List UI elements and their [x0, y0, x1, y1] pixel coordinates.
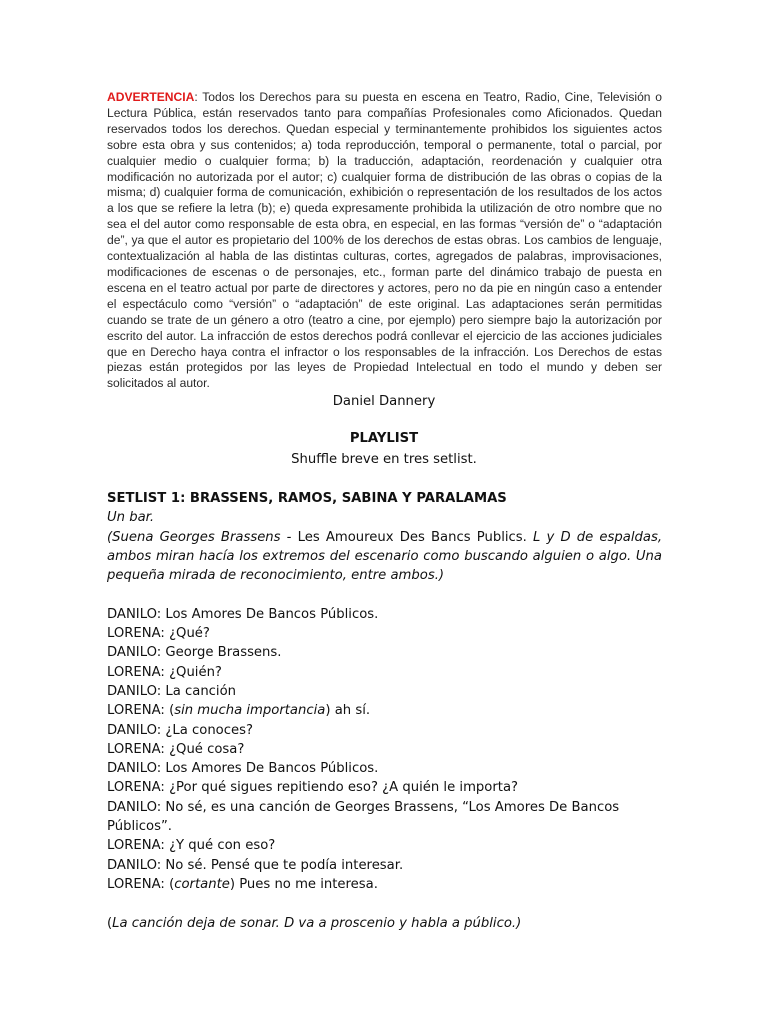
- speaker-name: DANILO:: [107, 606, 162, 622]
- dialogue-line: [107, 643, 662, 662]
- line-text: No sé. Pensé que te podía interesar.: [165, 857, 404, 873]
- playlist-subtitle: Shuffle breve en tres setlist.: [291, 452, 477, 467]
- speaker-name: DANILO:: [107, 645, 162, 661]
- dialogue-line: [107, 759, 662, 778]
- speaker-name: LORENA:: [107, 703, 165, 719]
- dialogue-line: [107, 701, 662, 720]
- dialogue-line: [107, 856, 662, 875]
- stage-direction: [107, 528, 662, 586]
- spacer: [107, 585, 662, 604]
- speaker-name: DANILO:: [107, 761, 162, 777]
- dialogue-line: [107, 605, 662, 624]
- song-title: Les Amoureux Des Bancs Publics.: [297, 529, 527, 545]
- speaker-name: DANILO:: [107, 722, 162, 738]
- script-scene: [107, 489, 662, 933]
- closing-open: (: [107, 915, 113, 931]
- stage-direction-open: (Suena Georges Brassens -: [107, 529, 298, 545]
- line-text: ¿La conoces?: [165, 722, 253, 738]
- line-text: ¿Qué?: [169, 626, 210, 642]
- dialogue-block: [107, 605, 662, 894]
- direction-open: (: [169, 703, 175, 719]
- dialogue-line: [107, 875, 662, 894]
- copyright-warning: [107, 90, 662, 392]
- warning-label: ADVERTENCIA: [107, 90, 195, 104]
- dialogue-line: [107, 663, 662, 682]
- line-text: ¿Quién?: [169, 664, 222, 680]
- dialogue-line: [107, 740, 662, 759]
- closing-text: La canción deja de sonar. D va a proscenio y habla a público.): [112, 915, 522, 931]
- speaker-name: DANILO:: [107, 799, 162, 815]
- warning-text: Todos los Derechos para su puesta en escena en Teatro, Radio, Cine, Televisión o Lectura Pública, están reservados tanto para compañías Profesionales como Aficionados. Quedan reservados todos los derechos. Quedan especial y terminantemente prohibidos los siguientes actos sobre esta obra y sus contenidos; a) toda reproducción, temporal o permanente, total o parcial, por cualquier medio o cualquier forma; b) la traducción, adaptación, reordenación y cualquier otra modificación no autorizada por el autor; c) cualquier forma de distribución de las obras o copias de la misma; d) cualquier forma de comunicación, exhibición o representación de los resultados de los actos a los que se refiere la letra (b); e) queda expresamente prohibida la utilización de otro nombre que no sea el del autor como responsable de esta obra, en especial, en las formas “versión de” o “adaptación de”, ya que el autor es propietario del 100% de los derechos de estas obras. Los cambios de lenguaje, contextualización al habla de las distintas culturas, cortes, agregados de palabras, improvisaciones, modificaciones de escenas o de personajes, etc., forman parte del dinámico trabajo de puesta en escena en el teatro actual por parte de directores y actores, pero no da pie en ningún caso a entender el espectáculo como “versión” o “adaptación” de este original. Las adaptaciones serán permitidas cuando se trate de un género a otro (teatro a cine, por ejemplo) pero siempre bajo la autorización por escrito del autor. La infracción de estos derechos podrá conllevar el ejercicio de las acciones judiciales que en Derecho haya contra el infractor o los responsables de la infracción. Los Derechos de estas piezas están protegidos por las leyes de Propiedad Intelectual en todo el mundo y deben ser solicitados al autor.: [107, 90, 662, 391]
- line-text: La canción: [165, 683, 237, 699]
- playlist-title: PLAYLIST: [349, 431, 419, 446]
- author-name: Daniel Dannery: [332, 394, 436, 409]
- line-text: No sé, es una canción de Georges Brassens, “Los Amores De Bancos Públicos”.: [107, 799, 620, 835]
- speaker-name: DANILO:: [107, 683, 162, 699]
- line-text: ) ah sí.: [325, 703, 371, 719]
- line-text: Los Amores De Bancos Públicos.: [165, 761, 379, 777]
- dialogue-line: [107, 721, 662, 740]
- dialogue-line: [107, 798, 662, 837]
- speaker-name: LORENA:: [107, 664, 165, 680]
- line-text: ¿Qué cosa?: [169, 741, 245, 757]
- parenthetical-direction: sin mucha importancia: [174, 703, 326, 719]
- speaker-name: DANILO:: [107, 857, 162, 873]
- line-text: Los Amores De Bancos Públicos.: [165, 606, 379, 622]
- direction-open: (: [169, 876, 175, 892]
- parenthetical-direction: cortante: [174, 876, 230, 892]
- stage-direction-rest: L y D de espaldas, ambos miran hacía los extremos del escenario como buscando alguien o algo. Una pequeña mirada de reconocimiento, entre ambos.): [107, 529, 663, 584]
- speaker-name: LORENA:: [107, 876, 165, 892]
- line-text: ¿Y qué con eso?: [169, 838, 276, 854]
- dialogue-line: [107, 624, 662, 643]
- speaker-name: LORENA:: [107, 838, 165, 854]
- speaker-name: LORENA:: [107, 626, 165, 642]
- line-text: ) Pues no me interesa.: [229, 876, 378, 892]
- speaker-name: LORENA:: [107, 741, 165, 757]
- line-text: George Brassens.: [165, 645, 282, 661]
- closing-stage-direction: [107, 914, 662, 933]
- dialogue-line: [107, 778, 662, 797]
- setlist-heading: SETLIST 1: BRASSENS, RAMOS, SABINA Y PARALAMAS: [107, 491, 507, 506]
- speaker-name: LORENA:: [107, 780, 165, 796]
- warning-colon: :: [194, 90, 203, 104]
- spacer: [107, 894, 662, 913]
- scene-setting: Un bar.: [107, 510, 155, 526]
- dialogue-line: [107, 836, 662, 855]
- line-text: ¿Por qué sigues repitiendo eso? ¿A quién le importa?: [169, 780, 519, 796]
- dialogue-line: [107, 682, 662, 701]
